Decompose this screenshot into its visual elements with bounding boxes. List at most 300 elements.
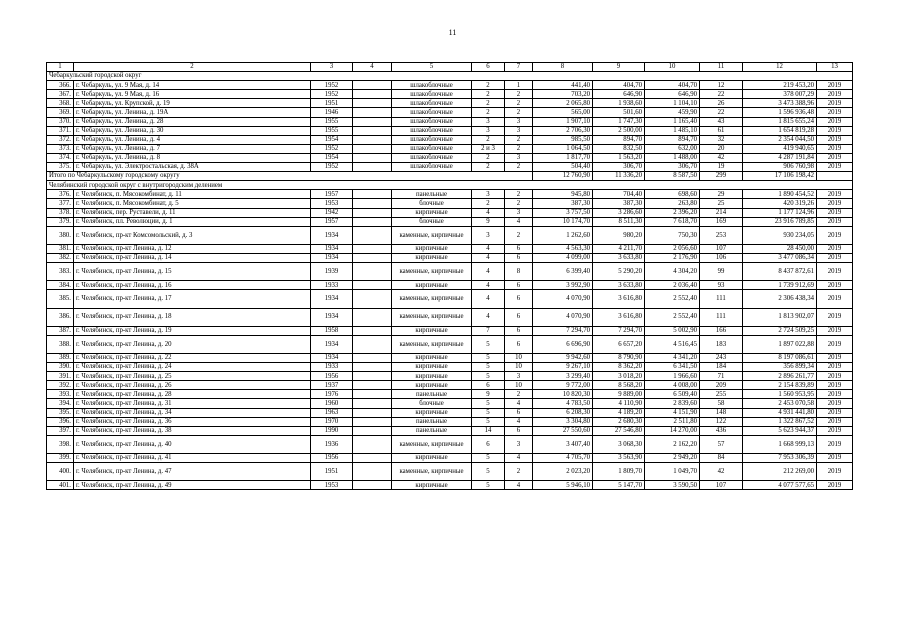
table-cell: 5 <box>472 408 505 417</box>
table-cell: 2 552,40 <box>645 290 700 308</box>
table-cell <box>353 90 392 99</box>
table-cell: 4 <box>472 263 505 281</box>
table-cell: 6 <box>505 408 533 417</box>
table-cell: 6 <box>505 290 533 308</box>
table-cell: 1933 <box>311 363 353 372</box>
table-row <box>47 99 853 108</box>
table-cell: г. Челябинск, пр-кт Ленина, д. 31 <box>74 399 311 408</box>
table-cell <box>353 226 392 244</box>
table-cell: 441,40 <box>533 81 593 90</box>
table-cell: 1990 <box>311 426 353 435</box>
table-cell: 2019 <box>817 390 853 399</box>
table-cell: панельные <box>392 426 472 435</box>
table-cell: 3 <box>472 117 505 126</box>
table-cell: 1 322 867,52 <box>743 417 817 426</box>
table-cell: г. Челябинск, пр-кт Ленина, д. 28 <box>74 390 311 399</box>
table-cell: г. Челябинск, пр-кт Ленина, д. 36 <box>74 417 311 426</box>
table-cell: каменные, кирпичные <box>392 435 472 453</box>
table-cell <box>353 253 392 262</box>
table-cell: 4 189,20 <box>593 408 645 417</box>
table-cell: 1970 <box>311 417 353 426</box>
table-cell: 6 <box>505 281 533 290</box>
table-cell: 2019 <box>817 81 853 90</box>
table-cell <box>353 308 392 326</box>
table-cell: 2019 <box>817 399 853 408</box>
table-cell: 2019 <box>817 454 853 463</box>
table-cell <box>353 381 392 390</box>
table-cell: шлакоблочные <box>392 90 472 99</box>
table-cell: 894,70 <box>593 135 645 144</box>
table-cell: 57 <box>700 435 743 453</box>
table-cell: 1 049,70 <box>645 463 700 481</box>
table-row <box>47 263 853 281</box>
table-cell: 2 154 839,89 <box>743 381 817 390</box>
table-cell: 255 <box>700 390 743 399</box>
table-cell: 2019 <box>817 463 853 481</box>
table-cell: г. Челябинск, пр-кт Ленина, д. 19 <box>74 326 311 335</box>
table-cell: кирпичные <box>392 326 472 335</box>
table-cell: 23 916 789,85 <box>743 217 817 226</box>
table-cell: 367. <box>47 90 74 99</box>
table-cell: 2019 <box>817 199 853 208</box>
table-cell: 2019 <box>817 435 853 453</box>
table-cell: 2 <box>472 153 505 162</box>
table-cell: 698,60 <box>645 190 700 199</box>
table-cell: 8 568,20 <box>593 381 645 390</box>
table-cell: 2 <box>472 163 505 172</box>
table-cell: г. Челябинск, пр-кт Комсомольский, д. 3 <box>74 226 311 244</box>
table-cell: г. Челябинск, пр-кт Ленина, д. 38 <box>74 426 311 435</box>
section-row <box>47 181 853 190</box>
table-cell: г. Чебаркуль, ул. 9 Мая, д. 16 <box>74 90 311 99</box>
table-cell: 1 938,60 <box>593 99 645 108</box>
table-cell: 12 <box>700 81 743 90</box>
table-cell: г. Челябинск, пр-кт Ленина, д. 25 <box>74 372 311 381</box>
table-cell: 2 839,60 <box>645 399 700 408</box>
table-cell: 5 <box>472 399 505 408</box>
table-cell: 6 208,30 <box>533 408 593 417</box>
table-cell: 7 294,70 <box>593 326 645 335</box>
table-cell: 380. <box>47 226 74 244</box>
housing-register-table <box>46 62 853 490</box>
table-cell: 3 757,50 <box>533 208 593 217</box>
table-cell: 396. <box>47 417 74 426</box>
table-row <box>47 135 853 144</box>
table-cell: 2 065,80 <box>533 99 593 108</box>
table-cell: 386. <box>47 308 74 326</box>
table-cell: 1952 <box>311 144 353 153</box>
table-cell <box>353 417 392 426</box>
table-cell: 387. <box>47 326 74 335</box>
table-cell: 4 151,90 <box>645 408 700 417</box>
table-cell: г. Челябинск, пр-кт Ленина, д. 40 <box>74 435 311 453</box>
table-cell <box>353 135 392 144</box>
table-cell: г. Челябинск, пр-кт Ленина, д. 49 <box>74 481 311 490</box>
table-cell: 4 563,30 <box>533 244 593 253</box>
table-cell <box>353 463 392 481</box>
table-cell: 6 <box>505 426 533 435</box>
table-cell: 2019 <box>817 363 853 372</box>
table-cell <box>353 399 392 408</box>
table-cell: 1 596 936,48 <box>743 108 817 117</box>
table-cell: 7 618,70 <box>645 217 700 226</box>
table-cell: 10 <box>505 363 533 372</box>
table-row <box>47 144 853 153</box>
table-cell: 5 002,90 <box>645 326 700 335</box>
column-number: 12 <box>743 63 817 72</box>
table-cell: 212 269,00 <box>743 463 817 481</box>
table-cell: 3 <box>505 208 533 217</box>
table-cell: 1 654 819,28 <box>743 126 817 135</box>
table-cell: 3 <box>505 435 533 453</box>
table-cell: 4 931 441,80 <box>743 408 817 417</box>
section-title: Чебаркульский городской округ <box>47 72 853 81</box>
table-cell: 1952 <box>311 163 353 172</box>
table-cell: блочные <box>392 217 472 226</box>
table-cell: 169 <box>700 217 743 226</box>
table-cell: 2019 <box>817 208 853 217</box>
table-row <box>47 108 853 117</box>
table-cell: 1933 <box>311 281 353 290</box>
table-cell: 8 511,30 <box>593 217 645 226</box>
table-row <box>47 226 853 244</box>
table-cell: 4 783,50 <box>533 399 593 408</box>
table-row <box>47 290 853 308</box>
table-cell: 1963 <box>311 408 353 417</box>
table-cell: панельные <box>392 190 472 199</box>
table-cell: г. Челябинск, п. Мясокомбинат, д. 11 <box>74 190 311 199</box>
table-cell: 2019 <box>817 426 853 435</box>
table-cell: кирпичные <box>392 481 472 490</box>
table-cell: 398. <box>47 435 74 453</box>
table-cell: кирпичные <box>392 281 472 290</box>
column-number-header <box>47 63 853 72</box>
table-cell: г. Челябинск, п. Мясокомбинат, д. 5 <box>74 199 311 208</box>
table-cell: 1 809,70 <box>593 463 645 481</box>
table-cell: 6 696,90 <box>533 335 593 353</box>
column-number: 3 <box>311 63 353 72</box>
table-cell: кирпичные <box>392 363 472 372</box>
table-row <box>47 81 853 90</box>
table-row <box>47 417 853 426</box>
table-cell: г. Челябинск, пр-кт Ленина, д. 17 <box>74 290 311 308</box>
table-cell: 2 453 070,58 <box>743 399 817 408</box>
table-cell: 4 077 577,65 <box>743 481 817 490</box>
table-cell: 501,60 <box>593 108 645 117</box>
table-cell: 2019 <box>817 190 853 199</box>
table-cell: г. Чебаркуль, ул. 9 Мая, д. 14 <box>74 81 311 90</box>
table-cell: панельные <box>392 417 472 426</box>
table-body <box>47 63 853 490</box>
table-cell: 28 450,00 <box>743 244 817 253</box>
table-cell: 3 <box>472 190 505 199</box>
table-cell: 1 177 124,96 <box>743 208 817 217</box>
table-row <box>47 308 853 326</box>
table-cell: кирпичные <box>392 354 472 363</box>
table-cell <box>353 244 392 253</box>
table-cell: 5 <box>472 454 505 463</box>
table-cell: 8 197 086,61 <box>743 354 817 363</box>
table-cell: 29 <box>700 190 743 199</box>
table-row <box>47 463 853 481</box>
table-cell: 2 724 509,25 <box>743 326 817 335</box>
table-cell: 2019 <box>817 99 853 108</box>
table-cell: 5 <box>472 481 505 490</box>
table-cell: 5 <box>472 417 505 426</box>
table-cell: 395. <box>47 408 74 417</box>
table-cell <box>353 108 392 117</box>
table-cell: 1934 <box>311 290 353 308</box>
table-cell: 58 <box>700 399 743 408</box>
table-cell: 378 007,29 <box>743 90 817 99</box>
table-cell: 404,70 <box>645 81 700 90</box>
table-cell: 3 068,30 <box>593 435 645 453</box>
table-cell: 1936 <box>311 435 353 453</box>
table-cell: г. Челябинск, пл. Революции, д. 1 <box>74 217 311 226</box>
table-cell: 3 473 388,96 <box>743 99 817 108</box>
table-cell: г. Чебаркуль, ул. Ленина, д. 8 <box>74 153 311 162</box>
table-cell: 3 407,40 <box>533 435 593 453</box>
table-cell: г. Челябинск, пр-кт Ленина, д. 24 <box>74 363 311 372</box>
table-cell: 1934 <box>311 253 353 262</box>
table-cell: каменные, кирпичные <box>392 226 472 244</box>
table-cell: 306,70 <box>593 163 645 172</box>
column-number: 1 <box>47 63 74 72</box>
table-cell: 253 <box>700 226 743 244</box>
table-cell: кирпичные <box>392 381 472 390</box>
table-cell: 4 099,00 <box>533 253 593 262</box>
table-cell: 1955 <box>311 117 353 126</box>
table-cell: 3 286,60 <box>593 208 645 217</box>
table-cell: г. Челябинск, пр-кт Ленина, д. 47 <box>74 463 311 481</box>
table-cell: кирпичные <box>392 253 472 262</box>
table-cell: 1953 <box>311 481 353 490</box>
table-cell <box>353 163 392 172</box>
table-cell: 2019 <box>817 253 853 262</box>
table-cell: 4 <box>505 481 533 490</box>
table-cell: 1 485,10 <box>645 126 700 135</box>
table-cell: г. Челябинск, пр-кт Ленина, д. 34 <box>74 408 311 417</box>
table-cell: 3 477 086,34 <box>743 253 817 262</box>
table-cell: 391. <box>47 372 74 381</box>
total-cell: 299 <box>700 172 743 181</box>
table-cell <box>353 290 392 308</box>
table-cell: 4 <box>472 253 505 262</box>
table-cell: 1 890 454,52 <box>743 190 817 199</box>
table-cell: 1 488,00 <box>645 153 700 162</box>
table-cell <box>353 99 392 108</box>
table-cell: кирпичные <box>392 454 472 463</box>
table-cell: 183 <box>700 335 743 353</box>
table-cell: кирпичные <box>392 408 472 417</box>
table-cell: 1954 <box>311 135 353 144</box>
table-row <box>47 208 853 217</box>
table-cell: 2 176,90 <box>645 253 700 262</box>
table-cell <box>353 217 392 226</box>
table-cell: 9 942,60 <box>533 354 593 363</box>
table-cell: 1960 <box>311 399 353 408</box>
table-cell: 2019 <box>817 144 853 153</box>
table-cell: 2019 <box>817 335 853 353</box>
table-cell: кирпичные <box>392 208 472 217</box>
table-cell: каменные, кирпичные <box>392 308 472 326</box>
table-cell: 4 <box>472 290 505 308</box>
table-cell <box>353 199 392 208</box>
table-cell: 1 813 902,07 <box>743 308 817 326</box>
table-cell: 26 <box>700 99 743 108</box>
table-cell: шлакоблочные <box>392 144 472 153</box>
table-row <box>47 199 853 208</box>
table-cell: 2019 <box>817 408 853 417</box>
table-cell: 2 500,00 <box>593 126 645 135</box>
table-cell: 1956 <box>311 454 353 463</box>
table-cell: 6 <box>505 335 533 353</box>
table-cell: 2019 <box>817 108 853 117</box>
table-cell <box>353 354 392 363</box>
table-cell: 32 <box>700 135 743 144</box>
table-cell: 832,50 <box>593 144 645 153</box>
table-cell: 3 563,90 <box>593 454 645 463</box>
table-cell: 2 <box>505 99 533 108</box>
table-cell: 5 <box>472 354 505 363</box>
table-cell: 2 и 3 <box>472 144 505 153</box>
table-cell: 3 616,80 <box>593 290 645 308</box>
table-cell: 10 820,30 <box>533 390 593 399</box>
table-cell: шлакоблочные <box>392 99 472 108</box>
table-cell: 1 747,30 <box>593 117 645 126</box>
table-cell: 4 <box>505 417 533 426</box>
table-cell: 2 <box>505 163 533 172</box>
table-cell: 1934 <box>311 354 353 363</box>
table-cell: 419 940,65 <box>743 144 817 153</box>
table-cell: 8 437 872,61 <box>743 263 817 281</box>
table-cell: 2 <box>505 463 533 481</box>
table-cell: 27 550,60 <box>533 426 593 435</box>
table-cell: 390. <box>47 363 74 372</box>
table-cell: 2019 <box>817 163 853 172</box>
table-cell: 3 992,90 <box>533 281 593 290</box>
table-cell <box>353 363 392 372</box>
table-cell <box>353 208 392 217</box>
table-cell: 2 <box>505 190 533 199</box>
table-cell: шлакоблочные <box>392 163 472 172</box>
table-cell: 2 306 438,34 <box>743 290 817 308</box>
table-cell: шлакоблочные <box>392 108 472 117</box>
total-row <box>47 172 853 181</box>
table-cell: 2 <box>505 144 533 153</box>
table-cell: 4 516,45 <box>645 335 700 353</box>
table-cell: 4 <box>472 281 505 290</box>
table-cell: 1934 <box>311 244 353 253</box>
table-cell: 111 <box>700 308 743 326</box>
table-cell: 106 <box>700 253 743 262</box>
table-cell: шлакоблочные <box>392 117 472 126</box>
table-cell: 394. <box>47 399 74 408</box>
column-number: 11 <box>700 63 743 72</box>
table-row <box>47 335 853 353</box>
total-cell <box>817 172 853 181</box>
table-cell: 1 262,60 <box>533 226 593 244</box>
table-cell: 4 <box>505 399 533 408</box>
table-cell: 370. <box>47 117 74 126</box>
table-cell: 2 056,60 <box>645 244 700 253</box>
table-cell: 373. <box>47 144 74 153</box>
table-cell: 369. <box>47 108 74 117</box>
table-cell: 2 949,20 <box>645 454 700 463</box>
table-cell: 27 546,80 <box>593 426 645 435</box>
table-cell: 2019 <box>817 381 853 390</box>
table-cell: 400. <box>47 463 74 481</box>
table-cell: 377. <box>47 199 74 208</box>
table-cell: 2019 <box>817 354 853 363</box>
table-cell: 14 <box>472 426 505 435</box>
table-cell: 504,40 <box>533 163 593 172</box>
table-cell: г. Чебаркуль, ул. Электростальская, д. 38А <box>74 163 311 172</box>
table-cell <box>353 144 392 153</box>
table-cell: 5 623 944,37 <box>743 426 817 435</box>
table-cell: 2019 <box>817 226 853 244</box>
table-cell: 3 <box>505 126 533 135</box>
table-cell: 6 341,50 <box>645 363 700 372</box>
table-cell: 2019 <box>817 117 853 126</box>
table-row <box>47 117 853 126</box>
table-cell: 1955 <box>311 126 353 135</box>
table-cell: 219 453,20 <box>743 81 817 90</box>
table-cell: 2019 <box>817 417 853 426</box>
table-cell: 2 <box>472 108 505 117</box>
table-cell: 3 633,80 <box>593 253 645 262</box>
table-cell: 3 <box>472 226 505 244</box>
table-cell: 61 <box>700 126 743 135</box>
table-cell: г. Челябинск, пр-кт Ленина, д. 12 <box>74 244 311 253</box>
table-cell: 2 <box>472 135 505 144</box>
table-cell: 243 <box>700 354 743 363</box>
column-number: 9 <box>593 63 645 72</box>
table-cell: 366. <box>47 81 74 90</box>
table-cell: 3 <box>505 372 533 381</box>
table-cell: 111 <box>700 290 743 308</box>
total-cell: 12 760,90 <box>533 172 593 181</box>
table-cell: 166 <box>700 326 743 335</box>
table-cell: 9 267,10 <box>533 363 593 372</box>
table-cell: 3 <box>505 153 533 162</box>
table-cell: 22 <box>700 90 743 99</box>
table-row <box>47 126 853 135</box>
table-cell: 3 299,40 <box>533 372 593 381</box>
page-number: 11 <box>448 28 457 37</box>
table-cell <box>353 454 392 463</box>
table-row <box>47 390 853 399</box>
table-cell: 1 <box>505 81 533 90</box>
table-cell: г. Челябинск, пр-кт Ленина, д. 22 <box>74 354 311 363</box>
table-cell <box>353 326 392 335</box>
table-cell <box>353 435 392 453</box>
table-cell: 5 <box>472 463 505 481</box>
table-cell: г. Челябинск, пр-кт Ленина, д. 20 <box>74 335 311 353</box>
table-row <box>47 217 853 226</box>
table-cell: 9 889,00 <box>593 390 645 399</box>
table-cell: г. Челябинск, пр-кт Ленина, д. 14 <box>74 253 311 262</box>
table-cell: 906 760,98 <box>743 163 817 172</box>
column-number: 10 <box>645 63 700 72</box>
table-cell: 1 817,70 <box>533 153 593 162</box>
table-cell: г. Чебаркуль, ул. Ленина, д. 4 <box>74 135 311 144</box>
table-cell: 1 966,60 <box>645 372 700 381</box>
table-cell: 4 008,00 <box>645 381 700 390</box>
table-cell: 2019 <box>817 308 853 326</box>
table-cell: 25 <box>700 199 743 208</box>
table-row <box>47 435 853 453</box>
